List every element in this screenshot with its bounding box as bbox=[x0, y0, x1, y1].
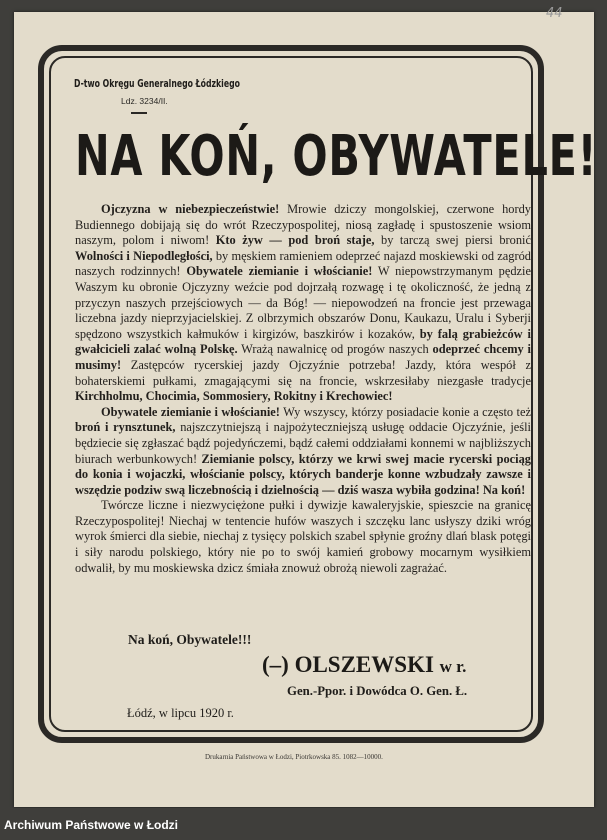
emphasized-text: broń i rynsztunek, bbox=[75, 420, 176, 435]
printer-imprint: Drukarnia Państwowa w Łodzi, Piotrkowska 85. 1082—10000. bbox=[205, 753, 383, 761]
body-text: Zastępców rycerskiej jazdy Ojczyźnie potrzeba! Jazdy, która wespół z bohaterskiemi pułkami, zmagającymi się na froncie, wskrzesiłaby niezgasłe tradycje bbox=[75, 357, 531, 388]
emphasized-text: Wolności i Niepodległości, bbox=[75, 248, 213, 263]
divider bbox=[131, 112, 147, 114]
archive-label: Archiwum Państwowe w Łodzi bbox=[4, 818, 179, 832]
body-text: Wrażą nawalnicę od progów naszych bbox=[237, 342, 433, 357]
emphasized-text: Kto żyw — pod broń staje, bbox=[215, 233, 375, 248]
body-text: by męskiem ramieniem odeprzeć najazd moskiewski od zagród naszych rodzinnych! bbox=[75, 248, 531, 279]
emphasized-text: Ojczyzna w niebezpieczeństwie! bbox=[101, 202, 280, 216]
body-paragraph bbox=[75, 202, 531, 405]
proclamation-body bbox=[75, 202, 531, 576]
body-paragraph bbox=[75, 405, 531, 499]
poster-headline: NA KOŃ, OBYWATELE! bbox=[75, 124, 598, 189]
reference-number: Ldz. 3234/II. bbox=[121, 96, 168, 106]
closing-cheer: Na koń, Obywatele!!! bbox=[128, 632, 252, 647]
place-and-date: Łódź, w lipcu 1920 r. bbox=[127, 706, 234, 720]
body-text: najszczytniejszą i najpożyteczniejszą usługę oddacie Ojczyźnie, jeśli będziecie się zgłaszać bądź pojedyńczemi, bądź całemi oddziałami konnemi w najbliższych biurach werbunkowych! bbox=[75, 420, 531, 466]
emphasized-text: by falą grabieżców i gwałcicieli zalać wolną Polskę. bbox=[75, 326, 531, 357]
signature bbox=[262, 652, 466, 678]
emphasized-text: Ziemianie polscy, którzy we krwi swej macie rycerski pociąg do konia i wojaczki, włościanie polscy, których banderje konne wzbudzały zawsze i wszędzie podziw swą liczebnością i dzielnością — dziś wasza wybiła godzina! Na koń! bbox=[75, 451, 531, 497]
body-text: by tarczą swej piersi bronić bbox=[374, 233, 531, 248]
emphasized-text: odeprzeć chcemy i musimy! bbox=[75, 342, 531, 372]
body-text: Twórcze liczne i niezwyciężone pułki i dywizje kawaleryjskie, spieszcie na granicę Rzeczypospolitej! Niechaj w tentencie hufów waszych i szczęku lanc usłyszy dziki wróg wyrok śmierci dla siebie, niechaj z tysięcy polskich szabel spłynie groźny dlań blask potęgi i siły narodu polskiego, który nie po to swój kamień grobowy mocarnym wysiłkiem odwalił, by mu moskiewska dzicz śmiała znowuż obrożą niewoli zagrażać. bbox=[75, 498, 531, 575]
body-text: Wy wszyscy, którzy posiadacie konie a często też bbox=[279, 404, 531, 419]
issuing-authority: D-two Okręgu Generalnego Łódzkiego bbox=[74, 78, 240, 90]
signatory-rank: Gen.-Ppor. i Dowódca O. Gen. Ł. bbox=[287, 684, 468, 698]
body-paragraph bbox=[75, 498, 531, 576]
pencil-page-number: 44 bbox=[546, 6, 563, 21]
signature-suffix: w r. bbox=[439, 657, 467, 676]
body-text: W niepowstrzymanym pędzie Waszym ku obronie Ojczyzny weźcie pod dojrzałą rozwagę i tę okoliczność, że jedną z przyczyn naszych przejściowych — da Bóg! — niepowodzeń na froncie jest przewaga liczebna jazdy nieprzyjacielskiej. Z olbrzymich obszarów Donu, Kaukazu, Uralu i Syberji spędzono wszystkich kałmuków i kirgizów, baszkirów i kozaków, bbox=[75, 264, 531, 341]
emphasized-text: Obywatele ziemianie i włościanie! bbox=[101, 404, 280, 419]
emphasized-text: Kirchholmu, Chocimia, Sommosiery, Rokitny i Krechowiec! bbox=[75, 389, 393, 404]
body-text: Mrowie dziczy mongolskiej, czerwone hordy Budiennego dobijają się do wrót Rzeczypospolitej, niosą zagładę i spustoszenie wsiom naszym, polom i niwom! bbox=[75, 202, 531, 248]
signatory-name: (–) OLSZEWSKI bbox=[262, 652, 434, 677]
emphasized-text: Obywatele ziemianie i włościanie! bbox=[186, 264, 373, 279]
